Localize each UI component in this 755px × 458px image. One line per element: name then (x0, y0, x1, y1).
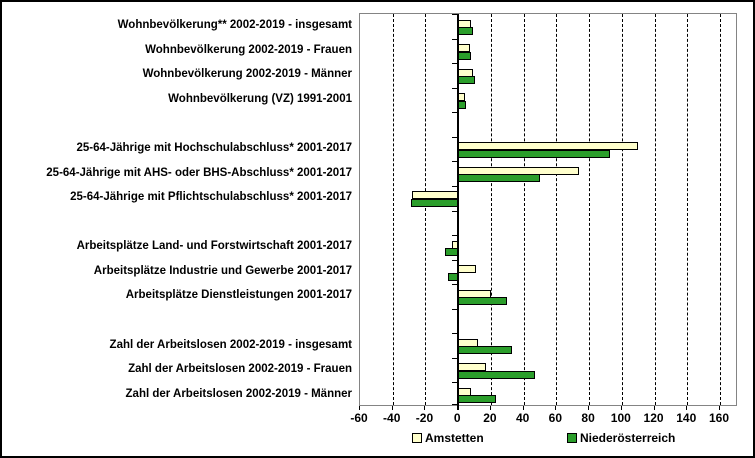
category-label-11: Zahl der Arbeitslosen 2002-2019 - Frauen (128, 363, 352, 376)
niederoesterreich-legend-swatch (567, 433, 577, 443)
category-axis-tick (452, 137, 457, 138)
category-label-6: 25-64-Jährige mit Pflichtschulabschluss* 2001-2017 (70, 191, 352, 204)
value-axis-label--20: -20 (415, 411, 434, 425)
plot-area (359, 13, 737, 406)
category-label-0: Wohnbevölkerung** 2002-2019 - insgesamt (117, 19, 352, 32)
bar-niederoesterreich-6 (411, 199, 458, 207)
value-axis-label--40: -40 (383, 411, 401, 425)
category-axis-tick (452, 309, 457, 310)
value-axis-tick-120 (654, 406, 655, 410)
bar-niederoesterreich-12 (458, 395, 496, 403)
category-axis-tick (452, 404, 457, 405)
category-axis-tick (452, 63, 457, 64)
value-axis-tick--40 (392, 406, 393, 410)
bar-niederoesterreich-11 (458, 371, 535, 379)
category-label-12: Zahl der Arbeitslosen 2002-2019 - Männer (125, 387, 352, 400)
gridline-160 (720, 14, 721, 405)
legend-label-amstetten: Amstetten (425, 431, 484, 445)
value-axis-tick-80 (588, 406, 589, 410)
bar-niederoesterreich-2 (458, 76, 474, 84)
value-axis-tick-160 (719, 406, 720, 410)
legend-item-amstetten (412, 431, 484, 445)
bar-niederoesterreich-9 (458, 297, 507, 305)
category-axis-tick (452, 260, 457, 261)
category-axis-tick (452, 382, 457, 383)
value-axis-tick-0 (457, 406, 458, 410)
value-axis-label-60: 60 (548, 411, 563, 425)
value-axis-label-40: 40 (515, 411, 530, 425)
bar-niederoesterreich-10 (458, 346, 512, 354)
bar-niederoesterreich-5 (458, 174, 540, 182)
category-label-7: Arbeitsplätze Land- und Forstwirtschaft 2001-2017 (76, 240, 352, 253)
gridline-60 (556, 14, 557, 405)
category-axis-tick (452, 112, 457, 113)
category-label-5: 25-64-Jährige mit AHS- oder BHS-Abschluss* 2001-2017 (46, 166, 352, 179)
bar-niederoesterreich-4 (458, 150, 610, 158)
value-axis-label-120: 120 (643, 411, 664, 425)
legend-label-niederoesterreich: Niederösterreich (580, 431, 676, 445)
value-axis-tick-100 (621, 406, 622, 410)
category-label-10: Zahl der Arbeitslosen 2002-2019 - insgesamt (109, 338, 352, 351)
bar-niederoesterreich-0 (458, 27, 473, 35)
bar-amstetten-8 (458, 265, 476, 273)
gridline-120 (655, 14, 656, 405)
category-axis-tick (452, 235, 457, 236)
category-axis-tick (452, 39, 457, 40)
category-axis-tick (452, 14, 457, 15)
category-label-4: 25-64-Jährige mit Hochschulabschluss* 2001-2017 (76, 142, 352, 155)
value-axis-label-100: 100 (610, 411, 631, 425)
category-axis-tick (452, 333, 457, 334)
gridline-80 (589, 14, 590, 405)
category-label-2: Wohnbevölkerung 2002-2019 - Männer (142, 68, 352, 81)
value-axis-label-0: 0 (453, 411, 461, 425)
gridline-140 (687, 14, 688, 405)
value-axis-label-80: 80 (581, 411, 595, 425)
bar-niederoesterreich-1 (458, 52, 471, 60)
value-axis-label--60: -60 (350, 411, 368, 425)
value-axis-tick-140 (686, 406, 687, 410)
value-axis-tick-20 (490, 406, 491, 410)
gridline--20 (425, 14, 426, 405)
value-axis-tick-60 (555, 406, 556, 410)
category-axis-tick (452, 284, 457, 285)
category-label-1: Wohnbevölkerung 2002-2019 - Frauen (145, 43, 352, 56)
category-axis-tick (452, 161, 457, 162)
gridline-100 (622, 14, 623, 405)
value-axis-label-160: 160 (708, 411, 730, 425)
value-axis-tick--60 (359, 406, 360, 410)
category-axis-tick (452, 211, 457, 212)
value-axis-tick-40 (523, 406, 524, 410)
category-axis-tick (452, 186, 457, 187)
gridline--40 (393, 14, 394, 405)
legend-item-niederoesterreich (567, 431, 675, 445)
category-axis-tick (452, 88, 457, 89)
value-axis-tick--20 (424, 406, 425, 410)
value-axis-label-20: 20 (483, 411, 497, 425)
category-label-9: Arbeitsplätze Dienstleistungen 2001-2017 (125, 289, 352, 302)
category-label-3: Wohnbevölkerung (VZ) 1991-2001 (168, 92, 352, 105)
category-label-8: Arbeitsplätze Industrie und Gewerbe 2001-2017 (93, 264, 352, 277)
category-axis-tick (452, 358, 457, 359)
zero-axis-line (457, 14, 459, 410)
amstetten-legend-swatch (412, 433, 422, 443)
gridline-40 (524, 14, 525, 405)
bar-niederoesterreich-3 (458, 101, 466, 109)
value-axis-label-140: 140 (676, 411, 697, 425)
